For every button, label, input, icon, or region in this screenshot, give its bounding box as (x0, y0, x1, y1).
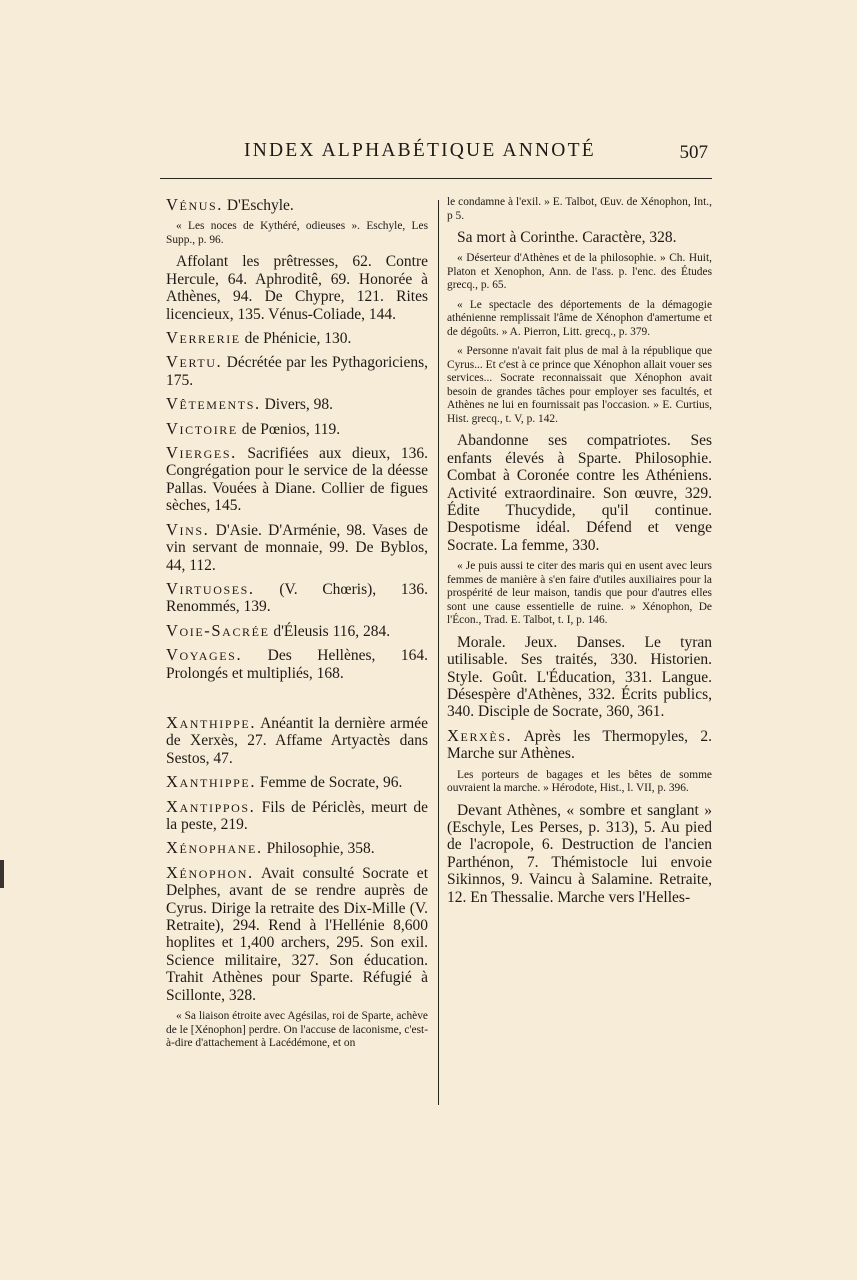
section-gap (166, 688, 428, 714)
index-text: « Sa liaison étroite avec Agésilas, roi de Sparte, achève de le [Xénophon] perdre. On l'accuse de laconisme, c'est-à-dire d'attachement à Lacédémone, et on (166, 1010, 428, 1050)
index-entry (166, 353, 428, 389)
index-entry (166, 798, 428, 834)
running-head (160, 138, 720, 170)
index-quotation (447, 252, 712, 293)
left-column (166, 196, 428, 1057)
index-text: d'Éleusis 116, 284. (269, 622, 391, 640)
header-rule (160, 178, 712, 179)
index-entry (166, 395, 428, 413)
running-head-title: INDEX ALPHABÉTIQUE ANNOTÉ (244, 140, 596, 161)
index-text: le condamne à l'exil. » E. Talbot, Œuv. de Xénophon, Int., p 5. (447, 196, 712, 222)
index-text: Des Hellènes, 164. Prolongés et multipliés, 168. (166, 647, 428, 682)
index-headword: Vierges. (166, 443, 237, 463)
index-text: Devant Athènes, « sombre et sanglant » (Eschyle, Les Perses, p. 313), 5. Au pied de l'acropole, 6. Destruction de l'ancien Parthénon, 7. Thémistocle lui envoie Sikinnos, 9. Vaincu à Salamine. Retraite, 12. En Thessalie. Marche vers l'Helles- (447, 801, 712, 906)
index-entry (166, 329, 428, 347)
index-text: Avait consulté Socrate et Delphes, avant de se rendre auprès de Cyrus. Dirige la retraite des Dix-Mille (V. Retraite), 294. Rend à l'Hellénie 8,600 hoplites et 1,400 archers, 295. Son exil. Science militaire, 327. Son éducation. Trahit Athènes pour Sparte. Réfugié à Scillonte, 328. (166, 864, 428, 1004)
index-headword: Vêtements. (166, 394, 261, 414)
index-text: (V. Chœris), 136. Renommés, 139. (166, 580, 428, 616)
index-headword: Vins. (166, 519, 210, 539)
index-text: Divers, 98. (260, 396, 334, 414)
index-headword: Xénophon. (166, 862, 254, 882)
index-entry (447, 727, 712, 763)
index-headword: Voie-Sacrée (166, 620, 270, 640)
scan-edge-mark (0, 860, 4, 888)
index-headword: Victoire (166, 418, 238, 438)
index-text: Morale. Jeux. Danses. Le tyran utilisable. Ses traités, 330. Historien. Style. Goût. L'Éducation, 331. Langue. Désespère d'Athènes, 332. Écrits publics, 340. Disciple de Socrate, 360, 361. (447, 633, 712, 721)
index-headword: Vénus. (166, 195, 223, 214)
index-text: de Phénicie, 130. (240, 330, 352, 348)
index-headword: Xénophane. (166, 838, 263, 858)
index-quotation (447, 345, 712, 426)
index-quotation (447, 560, 712, 628)
index-quotation (166, 220, 428, 247)
index-entry (166, 444, 428, 515)
index-entry (166, 420, 428, 438)
index-text: Abandonne ses compatriotes. Ses enfants élevés à Sparte. Philosophie. Combat à Coronée contre les Athéniens. Activité extraordinaire. Son œuvre, 329. Édite Thucydide, qu'il continue. Despotisme idéal. Défend et venge Socrate. La femme, 330. (447, 432, 712, 554)
index-headword: Vertu. (166, 352, 223, 372)
index-entry (166, 839, 428, 857)
index-headword: Virtuoses. (166, 578, 255, 598)
column-divider (438, 200, 439, 1105)
index-quotation (447, 299, 712, 340)
index-headword: Verrerie (166, 328, 241, 348)
index-entry (166, 622, 428, 640)
index-entry (447, 802, 712, 906)
index-entry (166, 773, 428, 791)
index-text: Sa mort à Corinthe. Caractère, 328. (457, 229, 677, 246)
right-column (447, 196, 712, 912)
index-quotation (447, 196, 712, 223)
index-text: « Je puis aussi te citer des maris qui en usent avec leurs femmes de manière à s'en faire d'utiles auxiliaires pour la prospérité de leur maison, tandis que pour d'autres elles sont une cause essentielle de ruine. » Xénophon, De l'Écon., Trad. E. Talbot, t. I, p. 146. (447, 560, 712, 627)
index-text: D'Asie. D'Arménie, 98. Vases de vin servant de monnaie, 99. De Byblos, 44, 112. (166, 521, 428, 574)
index-text: « Les noces de Kythéré, odieuses ». Eschyle, Les Supp., p. 96. (166, 220, 428, 246)
index-entry (166, 196, 428, 214)
index-text: Décrétée par les Pythagoriciens, 175. (166, 354, 428, 389)
index-headword: Xerxès. (447, 725, 513, 745)
index-entry (166, 580, 428, 616)
index-headword: Xantippos. (166, 796, 256, 816)
index-entry (447, 432, 712, 554)
index-headword: Voyages. (166, 645, 243, 665)
index-text: « Personne n'avait fait plus de mal à la république que Cyrus... Et c'est à ce prince que Xénophon allait vouer ses services... Socrate reconnaissait que Xénophon avait besoin de grandes tâches pour employer ses facultés, et Athènes ne lui en fournissait pas l'occasion. » E. Curtius, Hist. grecq., t. V, p. 142. (447, 345, 712, 425)
index-entry (166, 253, 428, 323)
index-entry (166, 864, 428, 1004)
index-text: Anéantit la dernière armée de Xerxès, 27. Affame Artyactès dans Sestos, 47. (166, 714, 428, 767)
index-text: « Le spectacle des déportements de la démagogie athénienne remplissait l'âme de Xénophon d'amertume et de dégoûts. » A. Pierron, Litt. grecq., p. 379. (447, 298, 712, 338)
index-quotation (166, 1010, 428, 1051)
index-quotation (447, 769, 712, 796)
index-text: D'Eschyle. (222, 197, 294, 214)
page-number: 507 (679, 142, 708, 163)
index-text: Sacrifiées aux dieux, 136. Congrégation pour le service de la déesse Pallas. Vouées à Diane. Collier de figues sèches, 145. (166, 445, 428, 515)
index-text: Philosophie, 358. (262, 840, 375, 858)
index-entry (447, 634, 712, 721)
index-text: Affolant les prêtresses, 62. Contre Hercule, 64. Aphroditê, 69. Honorée à Athènes, 94. De Chypre, 121. Rites licencieux, 135. Vénus-Coliade, 144. (166, 253, 428, 323)
index-text: Les porteurs de bagages et les bêtes de somme ouvraient la marche. » Hérodote, Hist., l. VII, p. 396. (447, 768, 712, 795)
index-entry (166, 521, 428, 574)
index-text: Femme de Socrate, 96. (256, 774, 403, 792)
index-entry (166, 646, 428, 682)
index-entry (166, 714, 428, 767)
index-text: de Pœnios, 119. (237, 420, 341, 438)
index-text: Fils de Périclès, meurt de la peste, 219. (166, 798, 428, 833)
index-text: Après les Thermopyles, 2. Marche sur Athènes. (447, 727, 712, 763)
index-entry (447, 229, 712, 246)
index-headword: Xanthippe. (166, 772, 257, 792)
index-headword: Xanthippe. (166, 712, 257, 732)
index-text: « Déserteur d'Athènes et de la philosophie. » Ch. Huit, Platon et Xenophon, Ann. de l'ass. p. l'enc. des Études grecq., p. 65. (447, 252, 712, 292)
